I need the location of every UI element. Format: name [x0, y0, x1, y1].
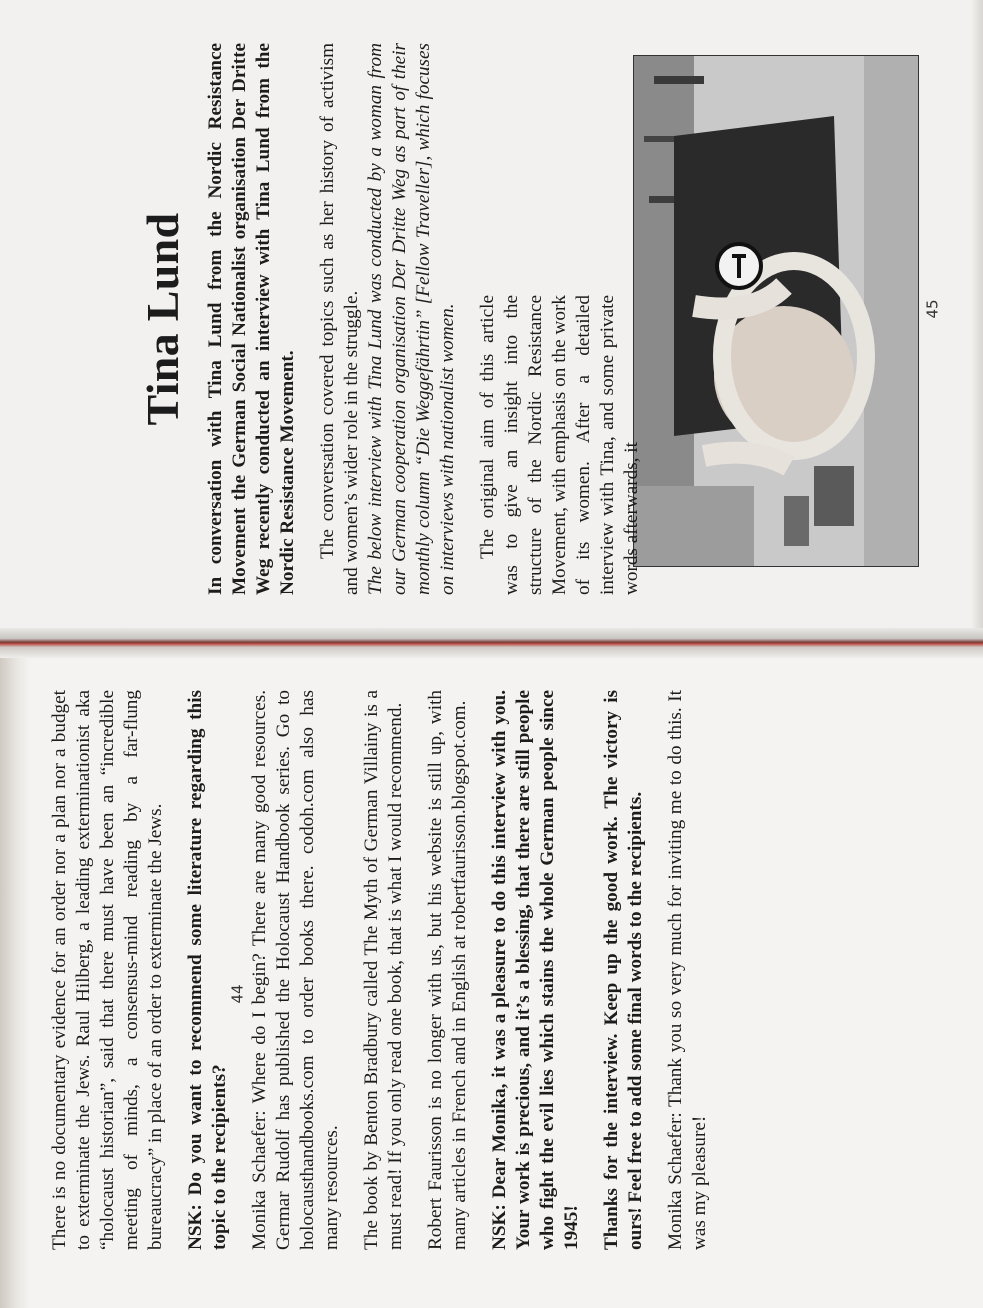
page-45	[137, 43, 642, 595]
intro-text: In conversation with Tina Lund from the Nordic Resistance Movement the German Social Nationalist organisation Der Dritte Weg recently conducted an interview with Tina Lund from the Nordic Resistance Movement.	[205, 43, 298, 595]
interview-question: NSK: Dear Monika, it was a pleasure to do this interview with you. Your work is precious, and it’s a blessing, that there are still people who fight the evil lies which stains the whole German people since 1945!	[489, 690, 582, 1250]
page-edge	[0, 650, 30, 1308]
tina-lund-photo	[633, 55, 919, 567]
page-44	[48, 690, 858, 1250]
paragraph: There is no documentary evidence for an order nor a plan nor a budget to exterminate the Jews. Raul Hilberg, a leading exterminationist aka “holocaust historian”, said that there must have been an “incredible meeting of minds, a consensus-mind reading by a far-flung bureaucracy” in place of an order to exterminate the Jews.	[49, 690, 166, 1250]
interview-answer: Robert Faurisson is no longer with us, but his website is still up, with many articles in French and in English at robertfaurisson.blogspot.com.	[425, 690, 470, 1250]
page-edge	[971, 0, 983, 640]
paragraph: The original aim of this article was to give an insight into the structure of the Nordic Resistance Movement, with emphasis on the work of its women. After a detailed interview with Tina, and some private words afterwards, it	[477, 295, 642, 595]
interview-answer: The book by Benton Bradbury called The Myth of German Villainy is a must read! If you only read one book, that is what I would recommend.	[361, 690, 406, 1250]
interview-answer: Monika Schaefer: Thank you so very much for inviting me to do this. It was my pleasure!	[665, 690, 710, 1250]
interview-question: NSK: Do you want to recommend some literature regarding this topic to the recipients?	[185, 690, 230, 1250]
book-gutter	[0, 628, 983, 658]
page-number: 45	[923, 299, 942, 319]
paragraph: The conversation covered topics such as her history of activism and women’s wider role in the struggle.	[317, 43, 362, 595]
paragraph-italic: The below interview with Tina Lund was conducted by a woman from our German cooperation organisation Der Dritte Weg as part of their monthly column “Die Weggefährtin” [Fellow Traveller], which focuses on interviews with nationalist women.	[365, 43, 458, 595]
interview-question: Thanks for the interview. Keep up the good work. The victory is ours! Feel free to add some final words to the recipients.	[601, 690, 646, 1250]
article-title: Tina Lund	[137, 212, 188, 426]
intro-paragraph	[204, 43, 300, 595]
page-number: 44	[228, 984, 247, 1004]
interview-answer: Monika Schaefer: Where do I begin? There are many good resources. Germar Rudolf has published the Holocaust Handbook series. Go to holocausthandbooks.com to order books there. codoh.com also has many resources.	[249, 690, 342, 1250]
